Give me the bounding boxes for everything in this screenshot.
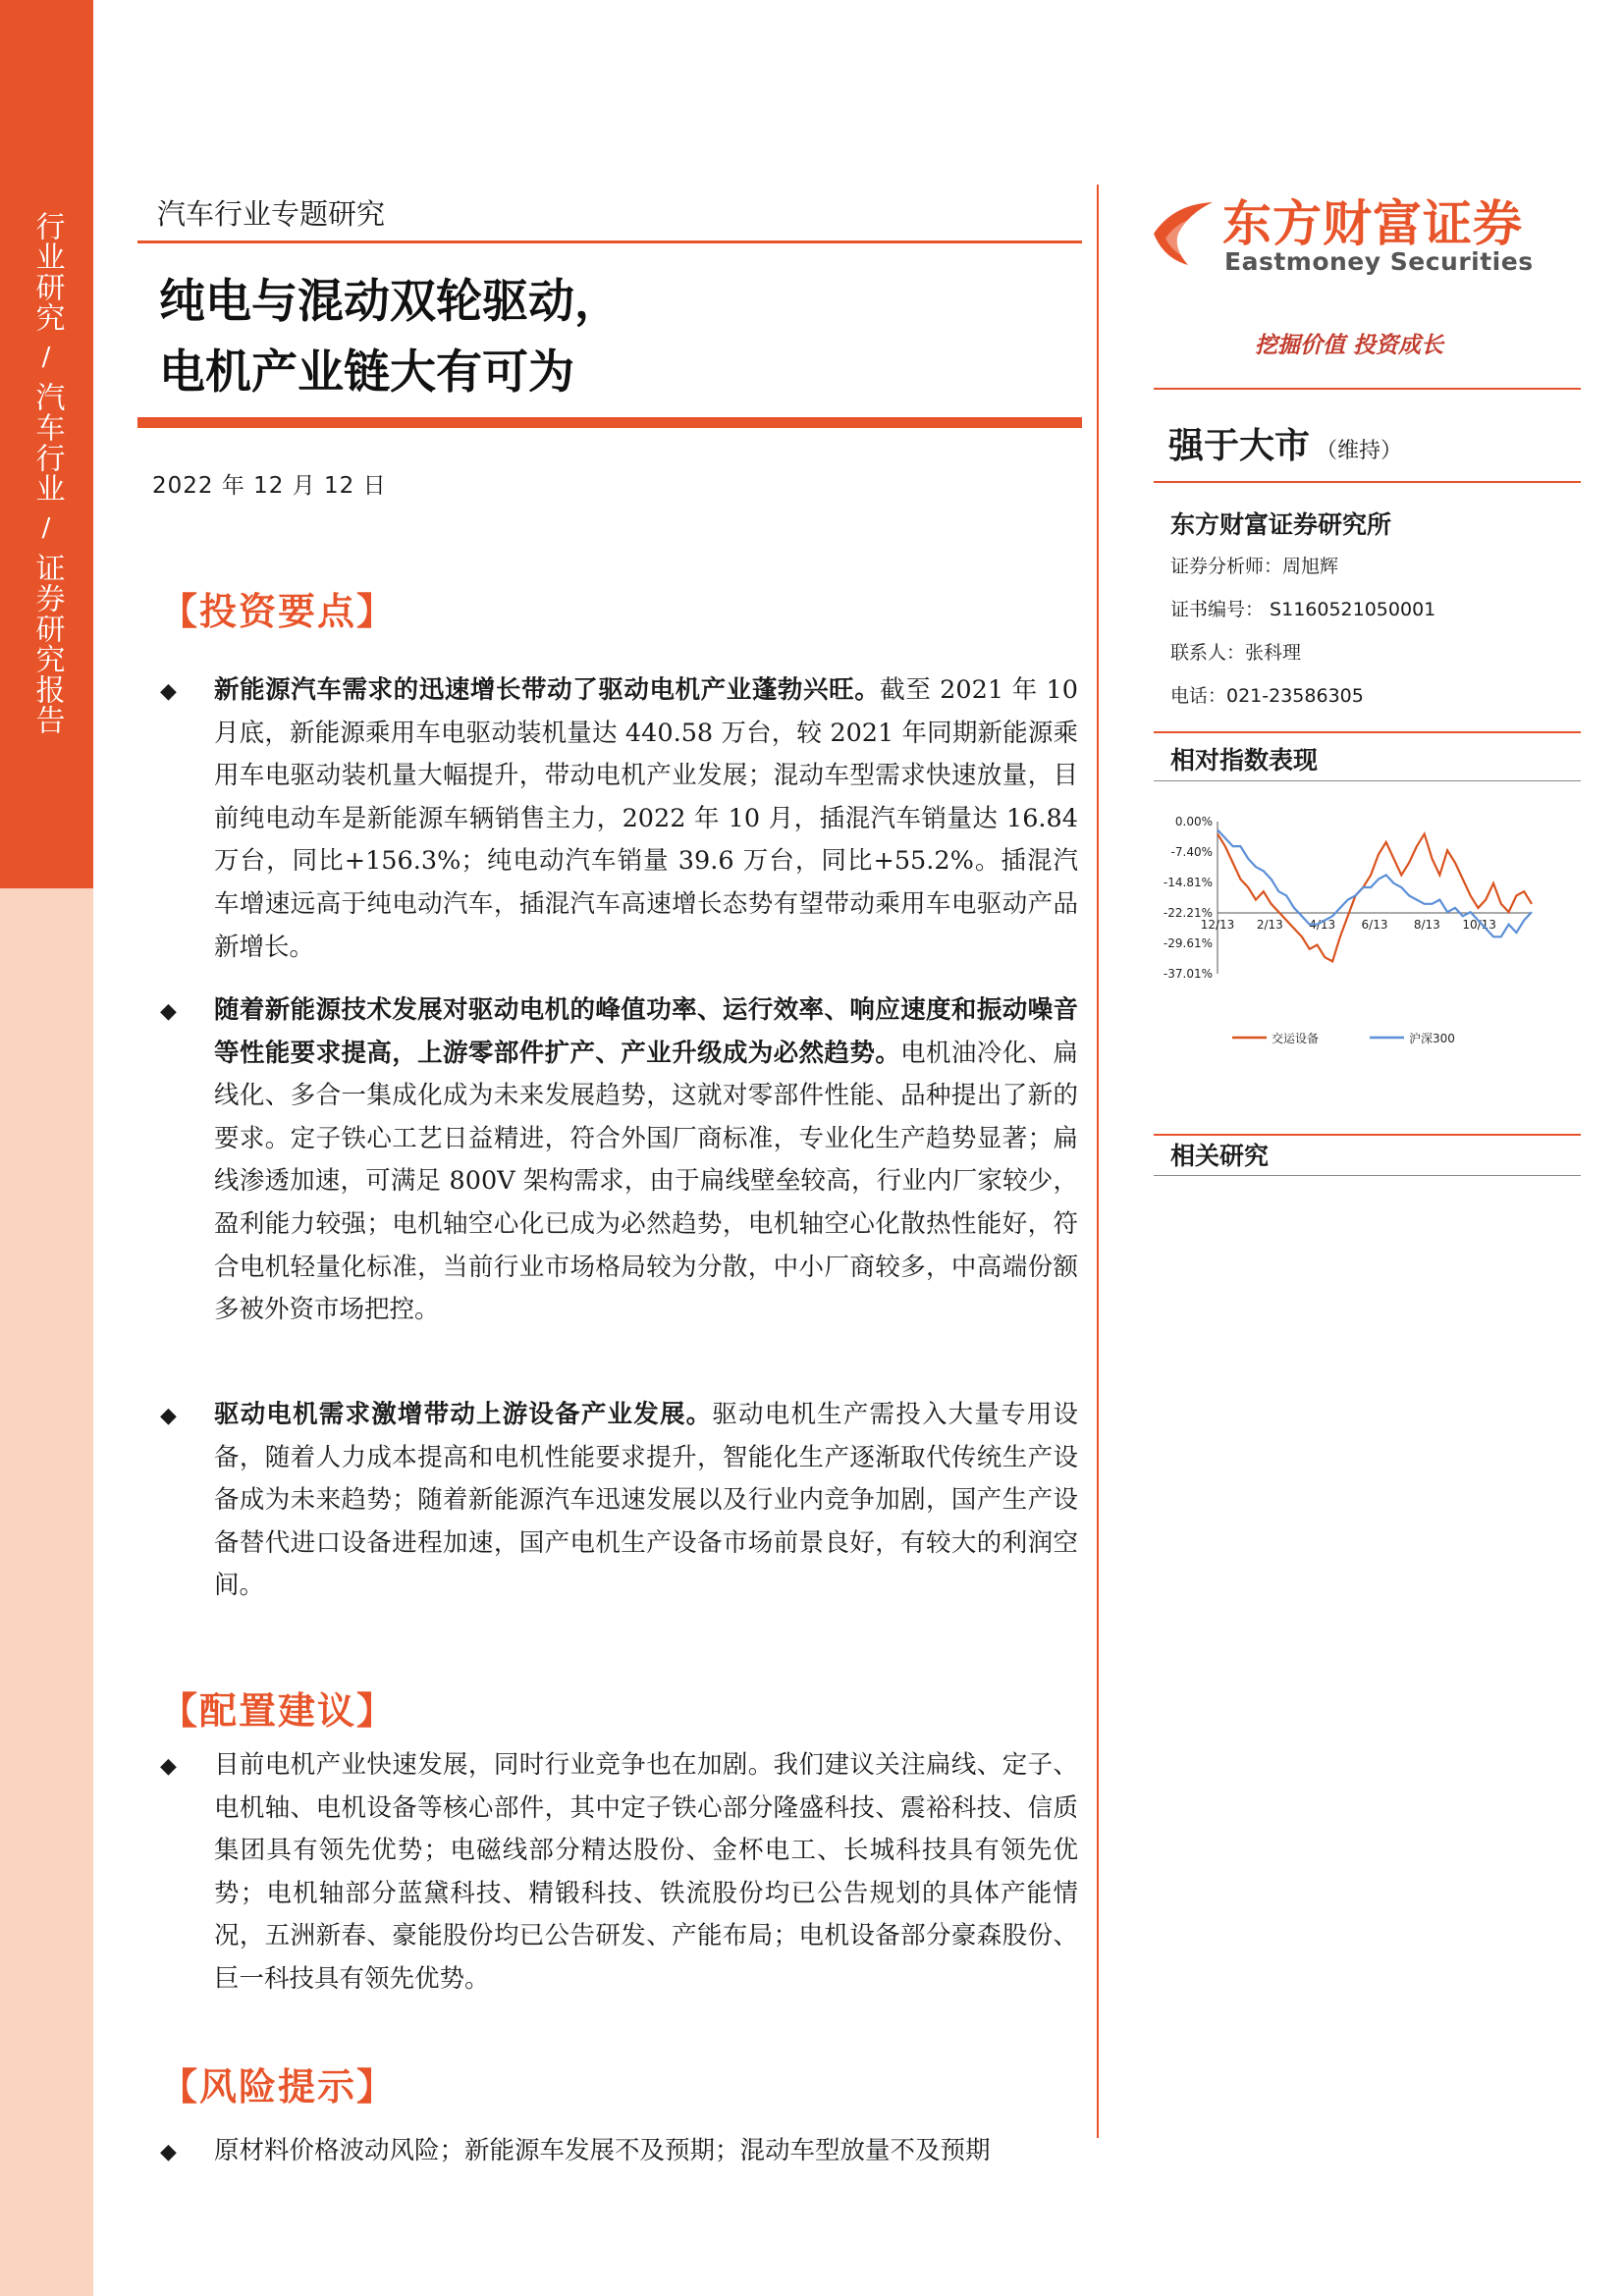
divider bbox=[137, 240, 1082, 243]
x-tick-label: 2/13 bbox=[1256, 918, 1283, 933]
column-divider bbox=[1097, 185, 1099, 2138]
divider bbox=[1154, 481, 1581, 483]
sidebar-label bbox=[0, 211, 93, 735]
rating-status: （维持） bbox=[1316, 439, 1403, 463]
related-title: 相关研究 bbox=[1170, 1142, 1270, 1170]
legend-label: 交运设备 bbox=[1272, 1032, 1320, 1045]
invest-point-3 bbox=[214, 1394, 1078, 1608]
phone: 电话：021-23586305 bbox=[1170, 685, 1364, 707]
index-title: 相对指数表现 bbox=[1170, 746, 1319, 774]
section-title-config: 【配置建议】 bbox=[160, 1688, 397, 1733]
series-line-1 bbox=[1218, 834, 1532, 962]
divider bbox=[1154, 1175, 1581, 1176]
section-title-invest: 【投资要点】 bbox=[160, 589, 397, 633]
x-tick-label: 4/13 bbox=[1309, 918, 1336, 933]
invest-point-2-lead: 随着新能源技术发展对驱动电机的峰值功率、运行效率、响应速度和振动噪音等性能要求提高，上游零部件扩产、产业升级成为必然趋势。 bbox=[214, 995, 1078, 1068]
sidebar-part-3: 证券研究报告 bbox=[29, 553, 65, 735]
brand-name-en: Eastmoney Securities bbox=[1224, 247, 1534, 276]
title-divider bbox=[137, 417, 1082, 428]
y-tick-label: -14.81% bbox=[1163, 876, 1213, 889]
contact: 联系人：张科理 bbox=[1170, 642, 1302, 664]
report-title-line1: 纯电与混动双轮驱动， bbox=[159, 275, 621, 329]
rating bbox=[1168, 418, 1402, 468]
brand-mark-icon bbox=[1144, 194, 1220, 271]
diamond-bullet-icon: ◆ bbox=[160, 679, 177, 704]
risk-point-1: 原材料价格波动风险；新能源车发展不及预期；混动车型放量不及预期 bbox=[214, 2136, 991, 2165]
brand-logo bbox=[1144, 185, 1556, 283]
y-tick-label: -37.01% bbox=[1163, 967, 1213, 981]
invest-point-2-text: 电机油冷化、扁线化、多合一集成化成为未来发展趋势，这就对零部件性能、品种提出了新的要求。定子铁心工艺日益精进，符合外国厂商标准，专业化生产趋势显著；扁线渗透加速，可满足 800V 架构需求，由于扁线壁垒较高，行业内厂家较少，盈利能力较强；电机轴空心化已成为必然趋势，电机轴空心化散热性能好，符合电机轻量化标准，当前行业市场格局较为分散，中小厂商较多，中高端份额多被外资市场把控。 bbox=[214, 1038, 1078, 1325]
x-tick-label: 8/13 bbox=[1413, 918, 1440, 933]
diamond-bullet-icon: ◆ bbox=[160, 999, 177, 1024]
legend-label: 沪深300 bbox=[1409, 1032, 1455, 1045]
brand-name-cn: 东方财富证券 bbox=[1222, 195, 1523, 252]
relative-index-chart bbox=[1154, 810, 1566, 1055]
diamond-bullet-icon: ◆ bbox=[160, 1404, 177, 1428]
report-date: 2022 年 12 月 12 日 bbox=[152, 473, 387, 499]
sidebar-part-1: 行业研究 bbox=[29, 211, 65, 333]
y-tick-label: -7.40% bbox=[1170, 845, 1213, 859]
divider bbox=[1154, 388, 1581, 390]
report-title bbox=[159, 267, 621, 408]
diamond-bullet-icon: ◆ bbox=[160, 2140, 177, 2164]
invest-point-1-lead: 新能源汽车需求的迅速增长带动了驱动电机产业蓬勃兴旺。 bbox=[214, 675, 881, 705]
x-tick-label: 12/13 bbox=[1200, 918, 1235, 933]
diamond-bullet-icon: ◆ bbox=[160, 1754, 177, 1779]
x-tick-label: 10/13 bbox=[1462, 918, 1496, 933]
y-tick-label: -22.21% bbox=[1163, 906, 1213, 920]
y-tick-label: 0.00% bbox=[1174, 815, 1213, 828]
chart-svg bbox=[1154, 810, 1566, 1055]
sidebar-band-light bbox=[0, 888, 93, 2296]
sidebar-separator: / bbox=[41, 343, 52, 372]
brand-slogan: 挖掘价值 投资成长 bbox=[1255, 333, 1444, 358]
invest-point-3-lead: 驱动电机需求激增带动上游设备产业发展。 bbox=[214, 1400, 713, 1429]
divider bbox=[1154, 780, 1581, 781]
invest-point-1-text: 截至 2021 年 10 月底，新能源乘用车电驱动装机量达 440.58 万台，较 2021 年同期新能源乘用车电驱动装机量大幅提升，带动电机产业发展；混动车型需求快速放量，目前纯电动车是新能源车辆销售主力，2022 年 10 月，插混汽车销量达 16.84 万台，同比+156.3%；纯电动汽车销量 39.6 万台，同比+55.2%。插混汽车增速远高于纯电动汽车，插混汽车高速增长态势有望带动乘用车电驱动产品新增长。 bbox=[214, 675, 1078, 962]
invest-point-1 bbox=[214, 669, 1078, 969]
report-title-line2: 电机产业链大有可为 bbox=[159, 346, 574, 400]
sidebar-part-2: 汽车行业 bbox=[29, 382, 65, 504]
rating-label: 强于大市 bbox=[1168, 426, 1311, 466]
sidebar-separator: / bbox=[41, 513, 52, 543]
sidebar-band bbox=[0, 0, 93, 2296]
cert-number: 证书编号： S1160521050001 bbox=[1170, 599, 1436, 620]
invest-point-2 bbox=[214, 989, 1078, 1332]
config-point-1: 目前电机产业快速发展，同时行业竞争也在加剧。我们建议关注扁线、定子、电机轴、电机设备等核心部件，其中定子铁心部分隆盛科技、震裕科技、信质集团具有领先优势；电磁线部分精达股份、金杯电工、长城科技具有领先优势；电机轴部分蓝黛科技、精锻科技、铁流股份均已公告规划的具体产能情况，五洲新春、豪能股份均已公告研发、产能布局；电机设备部分豪森股份、巨一科技具有领先优势。 bbox=[214, 1750, 1078, 1994]
y-tick-label: -29.61% bbox=[1163, 936, 1213, 950]
divider bbox=[1154, 731, 1581, 733]
divider bbox=[1154, 1134, 1581, 1136]
report-category: 汽车行业专题研究 bbox=[157, 197, 386, 231]
analyst: 证券分析师：周旭辉 bbox=[1170, 556, 1339, 577]
invest-point-3-text: 驱动电机生产需投入大量专用设备，随着人力成本提高和电机性能要求提升，智能化生产逐渐取代传统生产设备成为未来趋势；随着新能源汽车迅速发展以及行业内竞争加剧，国产生产设备替代进口设备进程加速，国产电机生产设备市场前景良好，有较大的利润空间。 bbox=[214, 1400, 1078, 1601]
institute-name: 东方财富证券研究所 bbox=[1170, 510, 1392, 539]
section-title-risk: 【风险提示】 bbox=[160, 2064, 397, 2109]
x-tick-label: 6/13 bbox=[1361, 918, 1388, 933]
